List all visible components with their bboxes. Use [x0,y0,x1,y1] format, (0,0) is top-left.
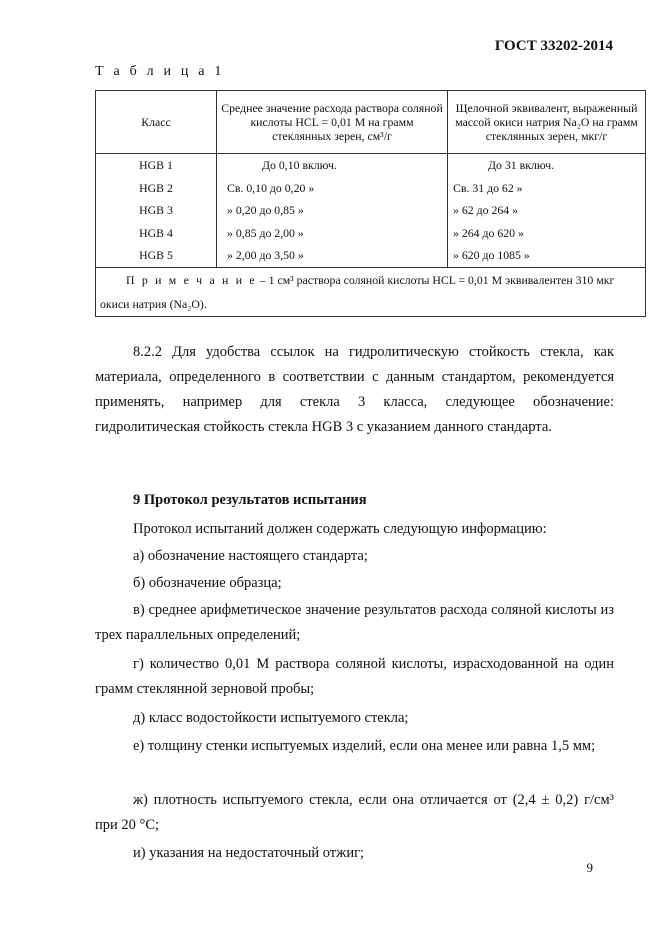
col-hcl-header: Среднее значение расхода раствора соляной кислоты HCL = 0,01 М на грамм стеклянных зерен, см³/г [217,91,448,154]
alkali-cell: » 264 до 620 » [453,225,524,240]
list-item: ж) плотность испытуемого стекла, если она отличается от (2,4 ± 0,2) г/см³ при 20 °С; [95,792,614,833]
alkali-cell: » 62 до 264 » [453,203,518,218]
list-item: е) толщину стенки испытуемых изделий, если она менее или равна 1,5 мм; [133,738,596,754]
class-cell: HGB 3 [139,203,173,218]
alkali-cell: До 31 включ. [488,158,555,172]
col-alkali-header: Щелочной эквивалент, выраженный массой окиси натрия Na₂O на грамм стеклянных зерен, мкг/г [448,91,646,154]
page-number: 9 [586,860,593,875]
list-item: и) указания на недостаточный отжиг; [133,845,365,861]
note-label: П р и м е ч а н и е [126,272,257,287]
class-cell: HGB 5 [139,248,173,263]
hcl-cell: Св. 0,10 до 0,20 » [227,180,315,195]
list-item: б) обозначение образца; [133,575,282,591]
standard-number: ГОСТ 33202-2014 [494,38,613,54]
table-caption: Т а б л и ц а 1 [95,64,225,79]
paragraph-8-2-2: 8.2.2 Для удобства ссылок на гидролитическую стойкость стекла, как материала, определенного в соответствии с данным стандартом, рекомендуется применять, например для стекла 3 класса, следующее обозначение: гидролитическая стойкость стекла HGB 3 с указанием данного стандарта. [95,344,614,435]
class-cell: HGB 4 [139,225,173,240]
section-intro: Протокол испытаний должен содержать следующую информацию: [133,521,547,537]
class-cell: HGB 1 [139,158,173,172]
hcl-cell: До 0,10 включ. [262,158,337,172]
class-column [96,154,217,268]
alkali-column [448,154,646,268]
table-note [96,267,646,316]
classification-table [95,90,646,317]
col-class-header: Класс [96,91,217,154]
hcl-cell: » 0,85 до 2,00 » [227,225,304,240]
hcl-column [217,154,448,268]
hcl-cell: » 2,00 до 3,50 » [227,248,304,263]
list-item: д) класс водостойкости испытуемого стекла; [133,710,409,726]
list-item: а) обозначение настоящего стандарта; [133,548,368,564]
hcl-cell: » 0,20 до 0,85 » [227,203,304,218]
section-heading: 9 Протокол результатов испытания [133,492,367,508]
alkali-cell: » 620 до 1085 » [453,248,530,263]
alkali-cell: Св. 31 до 62 » [453,180,523,195]
list-item: г) количество 0,01 М раствора соляной кислоты, израсходованной на один грамм стеклянной зерновой пробы; [95,656,614,697]
list-item: в) среднее арифметическое значение результатов расхода соляной кислоты из трех параллельных определений; [95,602,614,643]
class-cell: HGB 2 [139,180,173,195]
note-text: – 1 см³ раствора соляной кислоты HCL = 0,01 М эквивалентен 310 мкг окиси натрия (Na₂O). [100,272,615,311]
